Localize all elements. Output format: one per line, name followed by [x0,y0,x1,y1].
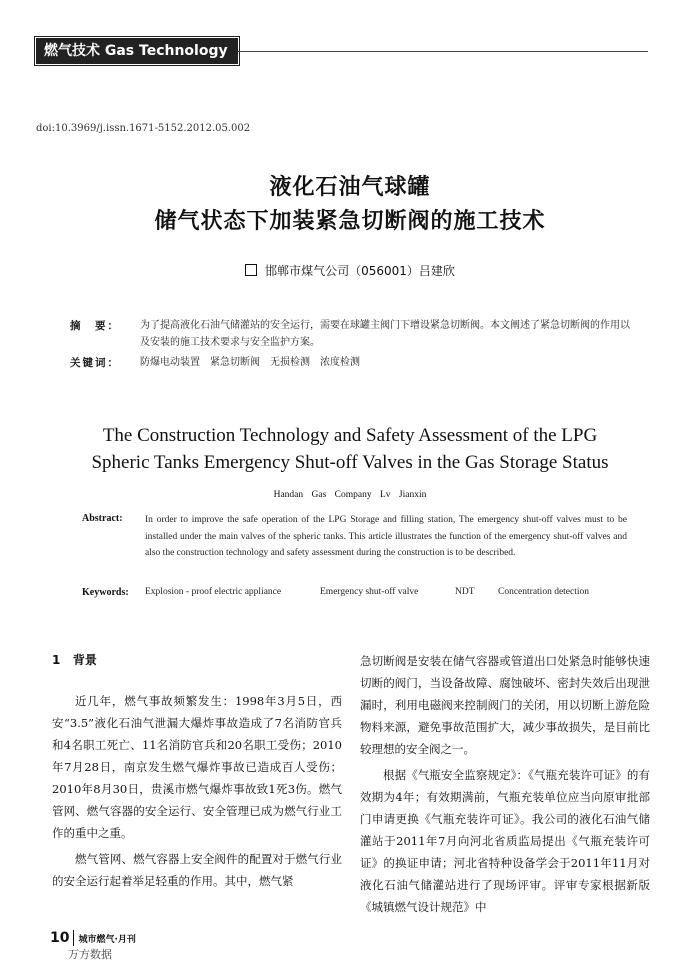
footer-divider [73,930,74,946]
section-heading [52,650,342,670]
keyword-en-item: NDT [455,587,475,597]
keyword-en-item: Concentration detection [498,587,590,597]
author-cn-text: 邯郸市煤气公司（056001）吕建欣 [265,264,455,278]
header-rule [238,51,648,52]
watermark: 万方数据 [68,948,112,961]
title-en-line1: The Construction Technology and Safety Assessment of the LPG [102,425,598,446]
journal-name: 城市燃气·月刊 [78,934,136,945]
left-column [52,650,342,896]
abstract-cn-text: 为了提高液化石油气储灌站的安全运行，需要在球罐主阀门下增设紧急切断阀。本文阐述了紧急切断阀的作用以及安装的施工技术要求与安全监护方案。 [140,320,630,348]
title-en-line2: Spheric Tanks Emergency Shut-off Valves in the Gas Storage Status [91,452,609,473]
page-number: 10 [50,930,70,946]
keywords-cn-label: 关键词： [70,357,120,369]
doi[interactable]: doi:10.3969/j.issn.1671-5152.2012.05.002 [36,123,251,134]
author-en: Handan Gas Company Lv Jianxin [273,490,427,500]
header-tag: 燃气技术 Gas Technology [36,38,238,64]
section-title: 背景 [72,653,97,667]
body-paragraph: 根据《气瓶安全监察规定》：《气瓶充装许可证》的有效期为4年；有效期满前，气瓶充装单位应当向原审批部门申请更换《气瓶充装许可证》。我公司的液化石油气储灌站于2011年7月向河北省质监局提出《气瓶充装许可证》的换证申请；河北省特种设备学会于2011年11月对液化石油气储灌站进行了现场评审。评审专家根据新版《城镇燃气设计规范》中 [360,768,650,914]
title-cn-line2: 储气状态下加装紧急切断阀的施工技术 [154,209,546,234]
author-cn [0,262,700,279]
keyword-en-item: Explosion - proof electric appliance [145,587,282,597]
keywords-cn-text: 防爆电动装置 紧急切断阀 无损检测 浓度检测 [140,357,360,368]
page-footer [50,930,136,946]
title-cn-line1: 液化石油气球罐 [269,175,431,200]
square-bullet-icon [245,264,257,276]
keyword-en-item: Emergency shut-off valve [320,587,419,597]
section-number: 1 [52,653,61,667]
right-column [360,650,650,922]
abstract-cn-label: 摘 要： [70,320,120,332]
body-paragraph: 急切断阀是安装在储气容器或管道出口处紧急时能够快速切断的阀门，当设备故障、腐蚀破坏、密封失效后出现泄漏时，利用电磁阀来控制阀门的关闭，用以切断上游危险物料来源，避免事故范围扩大，减少事故损失，是目前比较理想的安全阀之一。 [360,654,650,756]
keywords-en-label: Keywords: [82,587,129,598]
body-paragraph: 近几年，燃气事故频繁发生：1998年3月5日，西安“3.5”液化石油气泄漏大爆炸事故造成了7名消防官兵和4名职工死亡、11名消防官兵和20名职工受伤；2010年7月28日，南京发生燃气爆炸事故已造成百人受伤；2010年8月30日，贵溪市燃气爆炸事故致1死3伤。燃气管网、燃气容器的安全运行、安全管理已成为燃气行业工作的重中之重。 [52,694,342,840]
abstract-en-text: In order to improve the safe operation of the LPG Storage and filling station, The emergency shut-off valves must to be installed under the main valves of the spheric tanks. This article illustrates the function of the emergency shut-off valves and also the construction technology and safety assessment during the construction is to be described. [145,515,627,558]
abstract-en-label: Abstract: [82,513,123,524]
body-paragraph: 燃气管网、燃气容器上安全阀件的配置对于燃气行业的安全运行起着举足轻重的作用。其中，燃气紧 [52,852,342,888]
section-header [36,40,236,62]
